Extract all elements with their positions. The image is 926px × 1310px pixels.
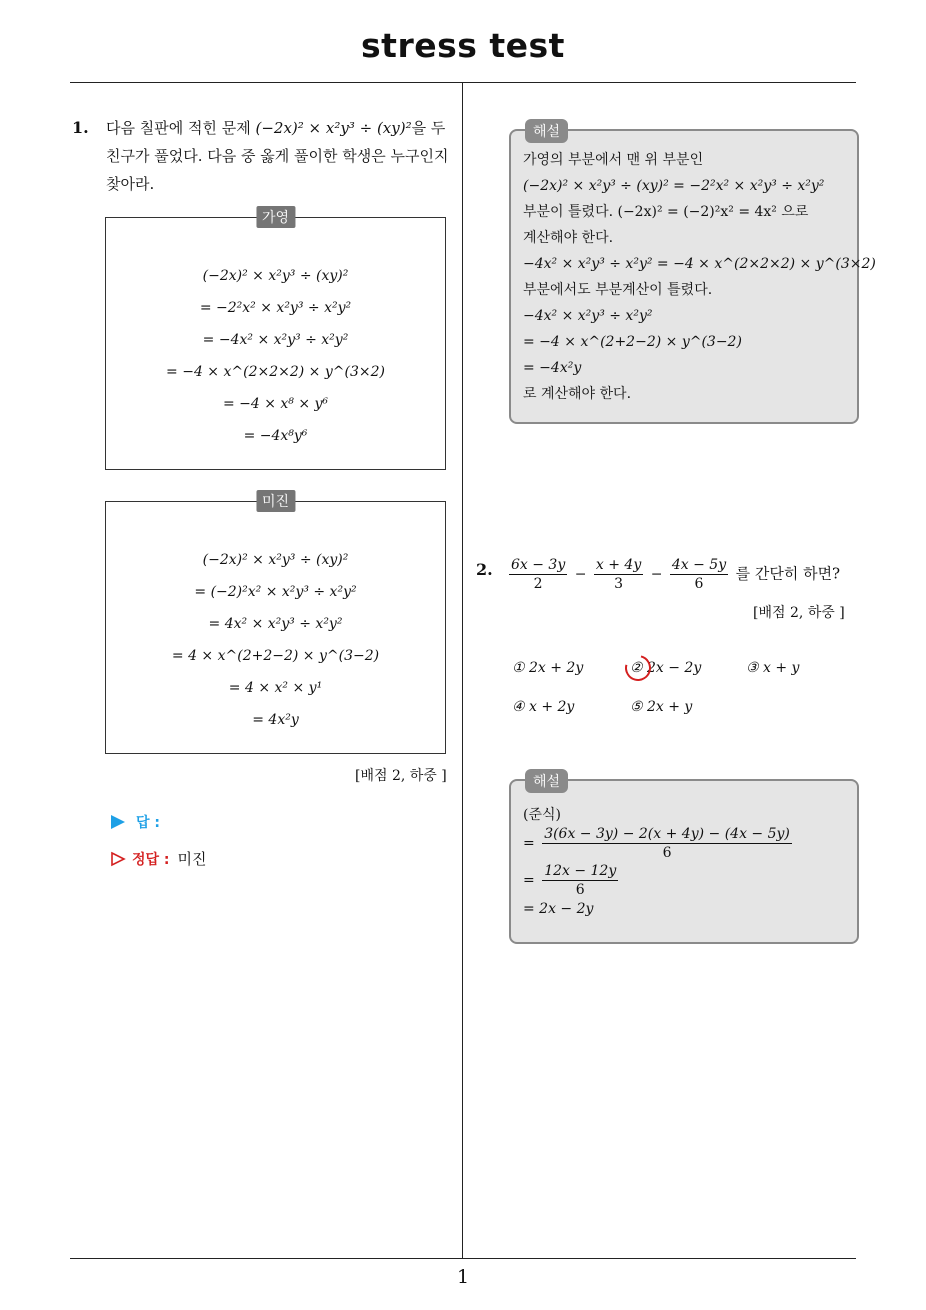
solution-step: = −4 × x⁸ × y⁶ [222, 396, 329, 412]
explanation-label: 해설 [525, 769, 568, 793]
explanation-body [523, 805, 795, 919]
footer-divider [70, 1258, 856, 1259]
solution-step: = 4 × x^(2+2−2) × y^(3−2) [171, 648, 380, 664]
explanation-line: (준식) [523, 807, 561, 823]
choice-5[interactable]: ⑤ 2x + y [630, 699, 693, 715]
fraction-denominator: 2 [533, 576, 543, 592]
q1-text-line3: 찾아라. [106, 175, 155, 193]
fraction [542, 862, 618, 899]
q1-text-math: (−2x)² × x²y³ ÷ (xy)² [255, 119, 412, 137]
fraction-numerator: 3(6x − 3y) − 2(x + 4y) − (4x − 5y) [544, 826, 790, 842]
solution-step: (−2x)² × x²y³ ÷ (xy)² [202, 268, 349, 284]
explanation-line: 부분이 틀렸다. (−2x)² = (−2)²x² = 4x² 으로 [523, 204, 809, 220]
solution-step: = −4 × x^(2×2×2) × y^(3×2) [166, 364, 385, 380]
explanation-box-q1 [509, 124, 876, 424]
correct-value: 미진 [177, 850, 207, 868]
page-number: 1 [456, 1266, 470, 1288]
question-1-number: 1. [72, 118, 89, 137]
explanation-line: −4x² × x²y³ ÷ x²y² = −4 × x^(2×2×2) × y^(3×2) [523, 256, 876, 272]
correct-answer-row [110, 848, 207, 869]
fraction [542, 825, 792, 862]
solution-step: = −2²x² × x²y³ ÷ x²y² [199, 300, 352, 316]
explanation-step: = $\frac{12x - 12y}{6}$ [523, 863, 617, 898]
solution-step: (−2x)² × x²y³ ÷ (xy)² [202, 552, 349, 568]
fraction-denominator: 3 [614, 576, 624, 592]
fraction-denominator: 6 [662, 845, 672, 861]
header-divider [70, 82, 856, 83]
page-title: stress test [361, 26, 565, 65]
fraction-numerator: 4x − 5y [671, 557, 727, 573]
outline-arrow-icon [110, 851, 126, 867]
solution-step: = (−2)²x² × x²y³ ÷ x²y² [194, 584, 357, 600]
explanation-step: = $\frac{3(6x - 3y) - 2(x + 4y) - (4x - 5y)}{6}$ [523, 826, 790, 861]
question-2-number: 2. [476, 560, 493, 579]
answer-label: 답 : [136, 815, 160, 831]
column-divider [462, 83, 463, 1259]
fraction [670, 556, 728, 593]
solution-steps [106, 544, 445, 736]
explanation-line: 계산해야 한다. [523, 230, 614, 246]
explanation-label: 해설 [525, 119, 568, 143]
choice-2[interactable]: ② 2x − 2y [630, 660, 702, 676]
explanation-result: = 2x − 2y [523, 901, 594, 917]
solution-box-gayoung [105, 210, 446, 470]
explanation-line: (−2x)² × x²y³ ÷ (xy)² = −2²x² × x²y³ ÷ x²y² [523, 178, 825, 194]
q1-text-line2: 친구가 풀었다. 다음 중 옳게 풀이한 학생은 누구인지 [106, 147, 449, 165]
question-2-text: $\frac{6x - 3y}{2}$ − $\frac{x + 4y}{3}$ − $\frac{4x - 5y}{6}$ 를 간단히 하면? [511, 557, 841, 592]
explanation-line: = −4 × x^(2+2−2) × y^(3−2) [523, 334, 742, 350]
explanation-box-q2 [509, 774, 859, 944]
question-1-text [106, 114, 458, 198]
solution-step: = 4x² × x²y³ ÷ x²y² [208, 616, 343, 632]
correct-label: 정답 : [132, 851, 170, 868]
q1-text-b: 을 두 [411, 119, 446, 137]
question-2-tail: 를 간단히 하면? [735, 564, 841, 583]
explanation-line: 로 계산해야 한다. [523, 386, 632, 402]
fraction-numerator: 12x − 12y [544, 863, 617, 879]
selected-choice-mark [620, 650, 656, 686]
explanation-line: 가영의 부분에서 맨 위 부분인 [523, 152, 704, 168]
question-1-score: [배점 2, 하중 ] [355, 768, 447, 784]
solution-box-label: 가영 [256, 206, 295, 228]
explanation-line: = −4x²y [523, 360, 582, 376]
fraction-numerator: x + 4y [595, 557, 642, 573]
solution-step: = 4x²y [252, 712, 299, 728]
choice-4[interactable]: ④ x + 2y [512, 699, 575, 715]
fraction [594, 556, 643, 593]
filled-arrow-icon [110, 814, 126, 830]
solution-step: = −4x⁸y⁶ [243, 428, 308, 444]
explanation-line: −4x² × x²y³ ÷ x²y² [523, 308, 653, 324]
explanation-lines [523, 147, 876, 407]
fraction-denominator: 6 [694, 576, 704, 592]
explanation-line: 부분에서도 부분계산이 틀렸다. [523, 282, 713, 298]
fraction-denominator: 6 [575, 882, 585, 898]
fraction-numerator: 6x − 3y [511, 557, 566, 573]
solution-step: = 4 × x² × y¹ [228, 680, 323, 696]
choice-3[interactable]: ③ x + y [746, 660, 800, 676]
fraction [509, 556, 567, 593]
solution-box-label: 미진 [256, 490, 295, 512]
solution-steps [106, 260, 445, 452]
solution-step: = −4x² × x²y³ ÷ x²y² [202, 332, 349, 348]
q1-text-a: 다음 칠판에 적힌 문제 [106, 119, 256, 137]
choice-1[interactable]: ① 2x + 2y [512, 660, 584, 676]
answer-row [110, 812, 160, 832]
question-2-score: [배점 2, 하중 ] [753, 605, 845, 621]
solution-box-mijin [105, 494, 446, 754]
